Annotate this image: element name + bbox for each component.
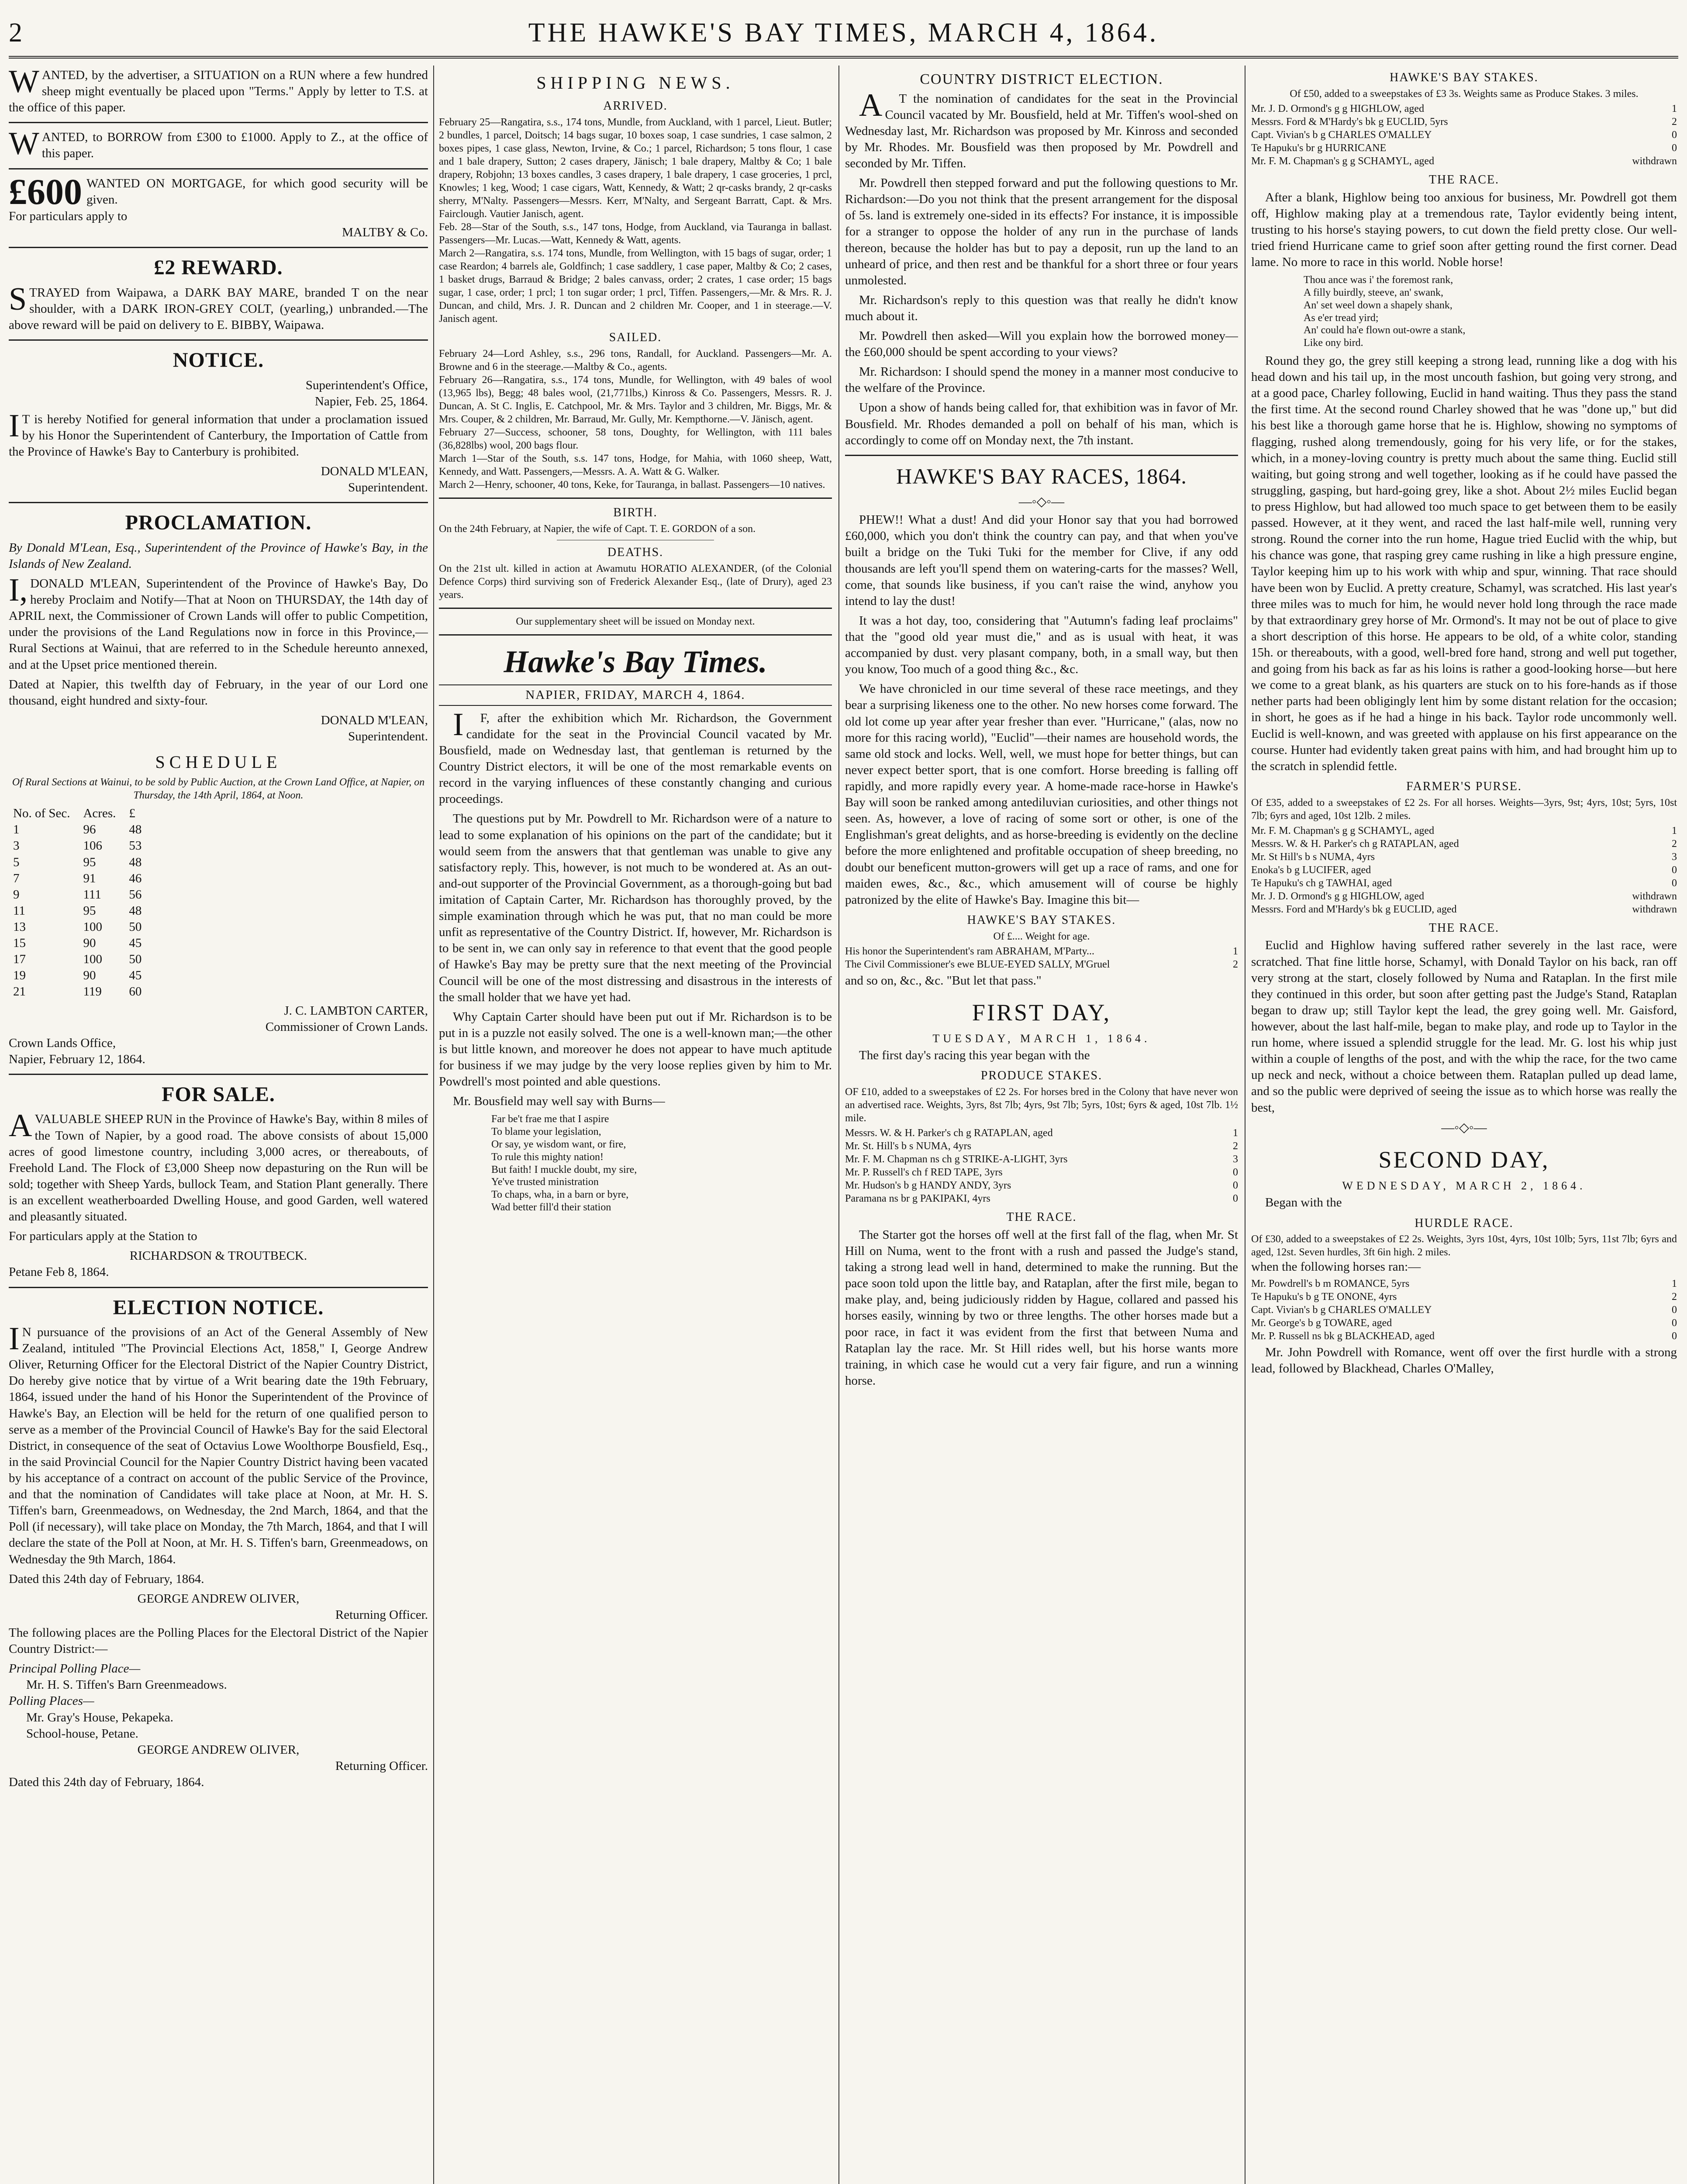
entry-place: 2 [1233,958,1238,970]
schedule-cell: 1 [13,822,20,837]
entry-name: Te Hapuku's ch g TAWHAI, aged [1251,877,1392,889]
editorial-verse [491,1113,832,1213]
entry-row [1251,115,1677,128]
entry-name: Mr. F. M. Chapman's g g SCHAMYL, aged [1251,155,1435,167]
races-paragraph: It was a hot day, too, considering that "Autumn's fading leaf proclaims" that the "good old year must die," and as is usual with heat, it was accompanied by dust. very plasant company, both, in a small way, but then you know, Too much of a good thing &c., &c. [845,613,1238,677]
race-label: THE RACE. [1006,1210,1077,1224]
election-paragraph: Mr. Powdrell then asked—Will you explain how the borrowed money—the £60,000 should be spent according to your views? [845,329,1238,359]
stakes-entries [845,945,1238,971]
entry-place: 3 [1233,1154,1238,1165]
schedule-signature-title: Commissioner of Crown Lands. [265,1019,428,1034]
schedule-cell: 15 [13,936,26,950]
divider [439,634,832,636]
verse-line: But faith! I muckle doubt, my sire, [491,1164,637,1175]
schedule-header: £ [129,806,135,821]
reward-heading: £2 REWARD. [154,256,283,280]
verse-line: An' could ha'e flown out-owre a stank, [1304,325,1466,336]
schedule-cell: 111 [83,887,101,902]
entry-name: Mr. St Hill's b s NUMA, 4yrs [1251,851,1375,863]
entry-row [1251,824,1677,837]
proclamation-by: By Donald M'Lean, Esq., Superintendent of the Province of Hawke's Bay, in the Islands of New Zealand. [9,540,428,571]
column-divider [838,66,839,2184]
produce-entries [845,1127,1238,1205]
hurdle-race-subtitle: Of £30, added to a sweepstakes of £2 2s. Weights, 3yrs 10st, 4yrs, 10st 10lb; 5yrs, 11st 7lb; 6yrs and aged, 12st. Seven hurdles, 3ft 6in high. 2 miles. [1251,1234,1677,1258]
column-race-results [1251,66,1677,2184]
schedule-cell: 21 [13,985,26,999]
election-paragraph: AT the nomination of candidates for the seat in the Provincial Council vacated by Mr. Bousfield, held at Mr. Tiffen's wool-shed on Wednesday last, Mr. Richardson was proposed by Mr. Kinross and seconded by Mr. Rhodes. Mr. Bousfield was then proposed by Mr. Powdrell and seconded by Mr. Tiffen. [845,87,1238,170]
entry-place: 0 [1672,129,1677,141]
schedule-cell: 48 [129,855,142,869]
entry-place: 0 [1672,1317,1677,1329]
mortgage-amount: £600 [9,171,82,212]
farmers-entries [1251,824,1677,916]
hurdle-intro: when the following horses ran:— [1251,1260,1421,1274]
proclamation-signature-title: Superintendent. [348,729,428,743]
schedule-row [13,919,155,935]
flourish-icon: —◦◇◦— [1441,1120,1487,1135]
second-day-date: WEDNESDAY, MARCH 2, 1864. [1342,1179,1586,1192]
hurdle-race-heading: HURDLE RACE. [1414,1216,1514,1230]
masthead-rule [9,56,1678,59]
editorial-paragraph: Mr. Bousfield may well say with Burns— [453,1094,665,1109]
proclamation-dated: Dated at Napier, this twelfth day of February, in the year of our Lord one thousand, eight hundred and sixty-four. [9,677,428,708]
for-sale-firm: RICHARDSON & TROUTBECK. [129,1249,307,1263]
schedule-office: Crown Lands Office, [9,1036,116,1050]
ad-mortgage [9,171,428,241]
schedule-header-row [13,805,155,822]
shipping-heading: SHIPPING NEWS. [536,73,735,93]
mortgage-text: WANTED ON MORTGAGE, for which good security will be given. [86,176,428,207]
proclamation-text: I,DONALD M'LEAN, Superintendent of the Province of Hawke's Bay, Do hereby Proclaim and Notify—That at Noon on THURSDAY, the 14th day of APRIL next, the Commissioner of Crown Lands will offer to public Competition, under the provisions of the Land Regulations now in force in this Province,—Rural Sections at Wainui, that are referred to in the Schedule hereunto annexed, and at the Upset price mentioned therein. [9,572,428,672]
race-verse [1304,274,1677,349]
race-report: After a blank, Highlow being too anxious for business, Mr. Powdrell got them off, Highlow making play at a tremendous rate, Taylor evidently being intent, trusting to his horse's staying powers, to cut down the field pretty close. Our well-tried friend Hurricane came to grief soon after getting round the first corner. Dead lame. No more to race in this world. Noble horse! [1251,190,1677,270]
schedule-cell: 95 [83,855,96,869]
flourish-icon: —◦◇◦— [1018,494,1065,509]
entry-place: 1 [1233,1127,1238,1139]
death-notice: On the 21st ult. killed in action at Awamutu HORATIO ALEXANDER, (of the Colonial Defence Corps) third surviving son of Frederick Alexander Esq., (late of Drury), aged 23 years. [439,563,832,601]
country-election-heading: COUNTRY DISTRICT ELECTION. [920,71,1163,87]
entry-name: Mr. P. Russell ns bk g BLACKHEAD, aged [1251,1330,1435,1342]
divider [9,122,428,123]
entry-row [845,1140,1238,1153]
entry-name: His honor the Superintendent's ram ABRAHAM, M'Party... [845,945,1095,957]
farmers-purse-subtitle: Of £35, added to a sweepstakes of £2 2s. For all horses. Weights—3yrs, 9st; 4yrs, 10st; 5yrs, 10st 7lb; 6yrs and aged, 10st 12lb. 2 miles. [1251,797,1677,822]
schedule-cell: 7 [13,871,20,885]
entry-place: 0 [1672,1304,1677,1316]
for-sale-heading: FOR SALE. [162,1083,275,1106]
election-notice-dated: Dated this 24th day of February, 1864. [9,1572,204,1586]
entry-name: Te Hapuku's br g HURRICANE [1251,142,1387,154]
schedule-cell: 46 [129,871,142,885]
entry-row [1251,877,1677,890]
schedule-table [13,805,155,1000]
mortgage-firm: MALTBY & Co. [342,225,428,240]
schedule-cell: 19 [13,968,26,983]
second-day-heading: SECOND DAY, [1378,1147,1550,1173]
schedule-signature: J. C. LAMBTON CARTER, [284,1003,428,1018]
schedule-cell: 48 [129,822,142,837]
entry-name: Messrs. Ford & M'Hardy's bk g EUCLID, 5yrs [1251,116,1448,128]
deaths-label: DEATHS. [607,545,664,559]
entry-place: withdrawn [1632,155,1677,167]
produce-stakes-subtitle: OF £10, added to a sweepstakes of £2 2s. For horses bred in the Colony that have never won an advertised race. Weights, 3yrs, 8st 7lb; 4yrs, 9st 7lb; 5yrs, 10st; 6yrs & aged, 10st 7lb. 1½ mile. [845,1086,1238,1124]
election-paragraph: Upon a show of hands being called for, that exhibition was in favor of Mr. Bousfield. Mr. Rhodes demanded a poll on behalf of his man, which is accordingly to come off on Monday next, the 7th instant. [845,401,1238,447]
reward-text: STRAYED from Waipawa, a DARK BAY MARE, branded T on the near shoulder, with a DARK IRON-GREY COLT, (yearling,) unbranded.—The above reward will be paid on delivery to E. BIBBY, Waipawa. [9,281,428,332]
verse-line: As e'er tread yird; [1304,312,1379,324]
entry-name: The Civil Commissioner's ewe BLUE-EYED SALLY, M'Gruel [845,958,1110,970]
entry-row [1251,1290,1677,1303]
entry-row [1251,1317,1677,1330]
polling-text: The following places are the Polling Places for the Electoral District of the Napier Country District:— [9,1625,428,1656]
verse-line: Wad better fill'd their station [491,1201,611,1213]
election-paragraph: Mr. Powdrell then stepped forward and put the following questions to Mr. Richardson:—Do you not think that the present arrangement for the disposal of 5s. land is extremely one-sided in its effects? For instance, it is impossible for a stranger to oppose the holder of any run in the purchase of lands thereon, because the holder has but to pay a deposit, run up the land to an unheard of price, and then rest and be thankful for a short three or four years unmolested. [845,176,1238,287]
polling-principal-place: Mr. H. S. Tiffen's Barn Greenmeadows. [26,1678,227,1692]
schedule-row [13,935,155,951]
entry-place: 2 [1672,116,1677,128]
column-advertisements [9,66,428,2184]
verse-line: To blame your legislation, [491,1126,601,1138]
schedule-row [13,871,155,887]
notice-place: Napier, Feb. 25, 1864. [315,394,428,408]
race-report: Mr. John Powdrell with Romance, went off over the first hurdle with a strong lead, followed by Blackhead, Charles O'Malley, [1251,1345,1677,1375]
schedule-heading: SCHEDULE [155,752,282,772]
divider [9,247,428,248]
stakes-subtitle: Of £.... Weight for age. [993,930,1090,942]
entry-place: 0 [1672,1330,1677,1342]
divider [439,498,832,499]
stakes-heading: HAWKE'S BAY STAKES. [967,913,1116,927]
entry-row [1251,155,1677,168]
entry-row [845,945,1238,958]
entry-name: Capt. Vivian's b g CHARLES O'MALLEY [1251,1304,1432,1316]
polling-signature: GEORGE ANDREW OLIVER, [137,1742,300,1757]
entry-name: Te Hapuku's b g TE ONONE, 4yrs [1251,1291,1397,1303]
divider [9,1287,428,1288]
schedule-cell: 106 [83,839,102,853]
polling-signature-title: Returning Officer. [335,1759,428,1773]
arrived-label: ARRIVED. [603,99,668,113]
verse-line: Like ony bird. [1304,337,1363,349]
entry-place: 0 [1672,877,1677,889]
entry-name: Mr. F. M. Chapman ns ch g STRIKE-A-LIGHT, 3yrs [845,1154,1068,1165]
column-election-races [845,66,1238,2184]
polling-dated: Dated this 24th day of February, 1864. [9,1775,204,1789]
stakes-close: and so on, &c., &c. "But let that pass." [845,973,1042,988]
entry-row [1251,1277,1677,1290]
for-sale-date: Petane Feb 8, 1864. [9,1265,109,1279]
schedule-cell: 50 [129,920,142,934]
entry-name: Capt. Vivian's b g CHARLES O'MALLEY [1251,129,1432,141]
polling-place: Mr. Gray's House, Pekapeka. [26,1710,174,1724]
mortgage-apply: For particulars apply to [9,209,128,224]
entry-row [845,1166,1238,1179]
schedule-cell: 45 [129,968,142,983]
entry-name: Mr. P. Russell's ch f RED TAPE, 3yrs [845,1167,1003,1178]
supplement-notice: Our supplementary sheet will be issued on Monday next. [516,615,755,627]
polling-principal: Principal Polling Place— [9,1662,141,1676]
produce-stakes-heading: PRODUCE STAKES. [980,1069,1103,1083]
entry-row [845,1153,1238,1166]
election-signature-title: Returning Officer. [335,1607,428,1622]
proclamation-signature: DONALD M'LEAN, [321,713,428,727]
schedule-cell: 96 [83,822,96,837]
entry-name: Messrs. W. & H. Parker's ch g RATAPLAN, aged [1251,838,1459,850]
election-paragraph: Mr. Richardson's reply to this question was that really he didn't know much about it. [845,293,1238,323]
divider [9,168,428,169]
verse-line: Far be't frae me that I aspire [491,1113,609,1125]
page-number: 2 [9,18,25,48]
entry-name: Mr. J. D. Ormond's g g HIGHLOW, aged [1251,103,1425,114]
notice-signature: DONALD M'LEAN, [321,464,428,479]
entry-name: Messrs. Ford and M'Hardy's bk g EUCLID, aged [1251,903,1457,915]
schedule-row [13,854,155,871]
verse-line: To chaps, wha, in a barn or byre, [491,1189,629,1201]
schedule-cell: 90 [83,936,96,950]
entry-name: Mr. George's b g TOWARE, aged [1251,1317,1392,1329]
entry-place: 0 [1672,864,1677,876]
entry-place: 2 [1672,1291,1677,1303]
entry-name: Messrs. W. & H. Parker's ch g RATAPLAN, aged [845,1127,1053,1139]
entry-row [845,1192,1238,1205]
ad-wanted-borrow: WANTED, to BORROW from £300 to £1000. Apply to Z., at the office of this paper. [9,126,428,162]
schedule-cell: 90 [83,968,96,983]
divider [9,502,428,503]
paper-title: Hawke's Bay Times. [504,644,767,679]
entry-place: 3 [1672,851,1677,863]
schedule-row [13,887,155,903]
entry-row [1251,1330,1677,1343]
sailed-label: SAILED. [609,331,662,345]
entry-place: 1 [1672,1278,1677,1289]
entry-name: Mr. Hudson's b g HANDY ANDY, 3yrs [845,1180,1011,1192]
schedule-cell: 45 [129,936,142,950]
race-report: Round they go, the grey still keeping a strong lead, running like a dog with his head down and his tail up, in the most uncouth fashion, but going very strong, and at a good pace, Charley following, Euclid in hand waiting. Thus they pass the stand the first time. At the second round Charley showed that he was "done up," but did his best like a thorough game horse that he is. Highlow, showing no symptoms of flagging, rushed along tremendously, going for his very life, or for the stakes, which, in a money-loving country is pretty much about the same thing. Euclid still waiting, but going strong and well together, looking as if he could have passed the struggling, gasping, but hard-going grey, like a shot. About 2½ miles Euclid began to press Highlow, but had allowed too much space to get between them to be easily passed. However, at it they went, and raced the last half-mile well, running very strong. Round the corner into the run home, Hague tried Euclid with the whip, but his chance was gone, that rasping grey came rushing in like a high pressure engine, Taylor keeping him up to his work with whip and spur, winning. That race should have been won by Euclid. A pretty creature, Schamyl, was scratched. His last year's three miles was to much for him, he would never hold long through the race made by that extraordinary grey horse of Mr. Ormond's. It may not be out of place to give a short description of this horse. He appears to be old, of a white color, standing 15h. or thereabouts, with a good, well-bred fore hand, strong and well put together, and going from his back as far as his loins is rather a good-looking horse—but here we come to a great blank, as his quarters are stuck on to his fore-hands as if those nether parts had been obligingly lent him by some distant relation for the occasion; in short, he goes as if he had a hinge in his back. Taylor rode uncommonly well. Euclid is well-known, and was greeted with applause on his first appearance on the course. Hunter had evidently taken great pains with him, and had brought him up to the scratch in splendid fettle. [1251,353,1677,773]
schedule-cell: 50 [129,952,142,967]
ad-wanted-situation: WANTED, by the advertiser, a SITUATION on a RUN where a few hundred sheep might eventually be placed upon "Terms." Apply by letter to T.S. at the office of this paper. [9,66,428,115]
entry-name: Mr. Powdrell's b m ROMANCE, 5yrs [1251,1278,1410,1289]
schedule-header: Acres. [83,806,116,821]
entry-name: Enoka's b g LUCIFER, aged [1251,864,1371,876]
entry-place: 1 [1672,825,1677,836]
column-shipping-editorial [439,66,832,2184]
birth-label: BIRTH. [613,505,658,519]
stakes-heading: HAWKE'S BAY STAKES. [1390,71,1539,84]
schedule-cell: 13 [13,920,26,934]
verse-line: Thou ance was i' the foremost rank, [1304,274,1453,286]
entry-name: Mr. F. M. Chapman's g g SCHAMYL, aged [1251,825,1435,836]
arrived-list: February 25—Rangatira, s.s., 174 tons, Mundle, from Auckland, with 1 parcel, Lieut. Butler; 2 bundles, 1 parcel, Doitsch; 14 bags sugar, 10 boxes soap, 1 case sundries, 1 case salmon, 2 boxes pipes, 1 case glass, Newton, Irvine, & Co.; 1 parcel, Richardson; 5 tons flour, 1 case and 1 bale drapery, Sutton; 2 cases drapery, Jänisch; 1 bale drapery, Maltby & Co; 1 bale drapery, Robjohn; 13 boxes candles, 3 cases drapery, 1 bale drapery, 1 case groceries, 1 prcl, Knowles; 1 keg, Wood; 1 case cigars, Watt, Kennedy, & Watt; 2 qr-casks brandy, 2 qr-casks sherry, M'Nalty. Passengers—Messrs. Kerr, M'Nalty, and Sergeant Barratt, Capt. & Mrs. Fairclough. Vautier Janisch, agent. Feb. 28—Star of the South, s.s., 147 tons, Hodge, from Auckland, via Tauranga in ballast. Passengers—Mr. Lucas.—Watt, Kennedy & Watt, agents. March 2—Rangatira, s.s. 174 tons, Mundle, from Wellington, with 15 bags of sugar, order; 1 case Reardon; 4 barrels ale, Goldfinch; 1 case saddlery, 1 case paper, Maltby & Co; 2 cases, 1 basket drugs, Barraud & Bridge; 2 bales canvass, order; 2 crates, 1 case order; 15 bags sugar, 1 case, order; 1 prcl; 1 ton sugar order; 1 prcl, Tiffen. Passengers,—Mr. & Mrs. R. J. Duncan, and child, Mrs. J. R. Duncan and 2 children Mr. Cooper, and 1 in steerage.—V. Janisch agent. [439,117,832,325]
page-title: THE HAWKE'S BAY TIMES, MARCH 4, 1864. [528,18,1159,48]
column-divider [433,66,434,2184]
first-day-date: TUESDAY, MARCH 1, 1864. [932,1032,1151,1045]
race-report: The Starter got the horses off well at the first fall of the flag, when Mr. St Hill on Numa, went to the front with a rush and passed the Judge's stand, taking a strong lead well in hand, determined to make the running. But the pace soon told upon the little bay, and Rataplan, after the first mile, began to make play, and, being judiciously ridden by Hague, collared and passed his horses easily, winning by two or three lengths. The other horses made but a poor race, in fact it was evident from the first that between Numa and Rataplan lay the race. Mr. St Hill rides well, but his horse wants more training, in which case he would cut a very fair figure, and run a winning horse. [845,1227,1238,1388]
entry-row [1251,864,1677,877]
schedule-cell: 100 [83,920,102,934]
second-day-intro: Began with the [1265,1196,1342,1210]
birth-notice: On the 24th February, at Napier, the wife of Capt. T. E. GORDON of a son. [439,523,756,535]
divider [845,455,1238,456]
race-label: THE RACE. [1428,921,1500,935]
hurdle-entries [1251,1277,1677,1343]
stakes-subtitle: Of £50, added to a sweepstakes of £3 3s. Weights same as Produce Stakes. 3 miles. [1290,88,1639,100]
editorial-paragraph: Why Captain Carter should have been put out if Mr. Richardson is to be put in is a puzzle not easily solved. The one is a well-known man;—the other is but little known, and moreover he does not appear to have much aptitude for business if we may judge by the very loose replies given by him to Mr. Powdrell's most pointed and able questions. [439,1009,832,1089]
for-sale-text: AVALUABLE SHEEP RUN in the Province of Hawke's Bay, within 8 miles of the Town of Napier, by a good road. The above consists of about 15,000 acres of good limestone country, including 3,000 acres, or thereabouts, of Freehold Land. The Flock of £3,000 Sheep now depasturing on the Run will be sold; together with Sheep Yards, bullock Team, and Station Plant generally. There is an excellent weatherboarded Dwelling House, and good Garden, well watered and pleasantly situated. [9,1108,428,1224]
schedule-cell: 9 [13,887,20,902]
schedule-row [13,838,155,854]
election-paragraph: Mr. Richardson: I should spend the money in a manner most conducive to the welfare of the Province. [845,365,1238,395]
divider [9,339,428,341]
entry-name: Mr. St. Hill's b s NUMA, 4yrs [845,1140,972,1152]
entry-place: 1 [1233,945,1238,957]
race-label: THE RACE. [1428,173,1500,187]
dateline: NAPIER, FRIDAY, MARCH 4, 1864. [439,684,832,706]
races-heading: HAWKE'S BAY RACES, 1864. [896,463,1187,488]
entry-place: 0 [1233,1180,1238,1192]
masthead [0,13,1687,61]
entry-place: 0 [1233,1193,1238,1205]
entry-row [1251,903,1677,916]
notice-office: Superintendent's Office, [305,378,428,392]
editorial-paragraph: The questions put by Mr. Powdrell to Mr. Richardson were of a nature to lead to some explanation of his opinions on the part of the candidate; but it would seem from the answers that that gentleman was unable to give any satisfactory reply. This, however, is not much to be wondered at. As an out-and-out supporter of the Provincial Government, as a thorough-going but bad imitation of Captain Carter, Mr. Richardson has thoroughly proved, by the simple examination through which he was put, that no man could be more unfit as representative of the Country District. If, however, Mr. Richardson is to be sent in, we can only say in reference to that event that the good people of Hawke's Bay may be pretty sure that the next meeting of the Provincial Council will be one of the most distressing and disastrous in the interests of the small holder that we have yet had. [439,812,832,1004]
schedule-cell: 53 [129,839,142,853]
entry-place: 0 [1672,142,1677,154]
schedule-row [13,984,155,1000]
entry-name: Mr. J. D. Ormond's g g HIGHLOW, aged [1251,890,1425,902]
entry-place: 1 [1672,103,1677,114]
verse-line: Or say, ye wisdom want, or fire, [491,1138,626,1150]
entry-place: 0 [1233,1167,1238,1178]
schedule-date: Napier, February 12, 1864. [9,1052,145,1066]
schedule-cell: 48 [129,903,142,918]
election-notice-text: IN pursuance of the provisions of an Act of the General Assembly of New Zealand, intituled "The Provincial Elections Act, 1858," I, George Andrew Oliver, Returning Officer for the Electoral District of the Napier Country District, Do hereby give notice that by virtue of a Writ bearing date the 19th February, 1864, issued under the hand of his Honor the Superintendent of the Province of Hawke's Bay, an Election will be held for the return of one qualified person to serve as a member of the Provincial Council of Hawke's Bay for the said Electoral District, in consequence of the seat of Octavius Lowe Woolthorpe Bousfield, Esq., in the said Provincial Council for the Napier Country District having been vacated by his acceptance of a contract on account of the public Service of the Province, and that the nomination of Candidates will take place at Noon, at Mr. H. S. Tiffen's barn, Greenmeadows, on Wednesday, the 2nd March, 1864, and that the Poll (if necessary), will take place on Monday, the 7th March, 1864, and that I will declare the state of the Poll at Noon, at Mr. H. S. Tiffen's barn, Greenmeadows, on Wednesday the 9th March, 1864. [9,1320,428,1566]
schedule-subtitle: Of Rural Sections at Wainui, to be sold by Public Auction, at the Crown Land Office, at Napier, on Thursday, the 14th April, 1864, at Noon. [12,777,425,802]
election-notice-heading: ELECTION NOTICE. [113,1296,324,1319]
races-paragraph: PHEW!! What a dust! And did your Honor say that you had borrowed £60,000, which you don't think the country can pay, and that when you've built a bridge on the Tuki Tuki for the member for Clive, if any odd thousands are left you'll spend them on watering-carts for the masses? Well, come, that sounds like business, if you can't raise the wind, anyhow you intend to lay the dust! [845,513,1238,608]
race-report: Euclid and Highlow having suffered rather severely in the last race, were scratched. That fine little horse, Schamyl, with Donald Taylor on his back, ran off very strong at the start, closely followed by Numa and Rataplan. In the first mile they continued in this order, but soon after getting past the Judge's Stand, Rataplan began to draw up; still Taylor kept the lead, the grey going well. Mr. Gaisford, however, about the last half-mile, began to make play, and rode up to Taylor in the run home, where issued a splendid struggle for the lead. Mr. G. lost his whip just within a couple of lengths of the post, and with the whip the race, for the two came up neck and neck, without a choice between them. Rataplan pulled up dead lame, and so the public were deprived of seeing the issue as to which horse was really the best, [1251,938,1677,1115]
election-signature: GEORGE ANDREW OLIVER, [137,1591,300,1606]
entry-row [1251,890,1677,903]
schedule-cell: 5 [13,855,20,869]
sailed-list: February 24—Lord Ashley, s.s., 296 tons, Randall, for Auckland. Passengers—Mr. A. Browne and 6 in the steerage.—Maltby & Co., agents. February 26—Rangatira, s.s., 174 tons, Mundle, for Wellington, with 49 bales of wool (13,965 lbs), Begg; 48 bales wool, (21,771lbs,) Kinross & Co. Passengers, Messrs. R. J. Duncan, A. St C. Inglis, E. Catchpool, Mr. & Mrs. Taylor and 3 children, Mr. Biggs, Mr. & Mrs. Couper, & 2 children, Mr. Barraud, Mr. Gully, Mr. Kempthorne.—V. Jänisch, agent. February 27—Success, schooner, 58 tons, Doughty, for Wellington, with 111 bales (36,828lbs) wool, 200 bags flour. March 1—Star of the South, s.s. 147 tons, Hodge, for Mahia, with 1060 sheep, Watt, Kennedy, and Watt. Passengers,—Messrs. A. A. Watt & G. Walker. March 2—Henry, schooner, 40 tons, Keke, for Tauranga, in ballast. Passengers—10 natives. [439,348,832,491]
schedule-cell: 17 [13,952,26,967]
polling-places: Polling Places— [9,1694,94,1708]
races-paragraph: We have chronicled in our time several of these race meetings, and they bear a surprising likeness one to the other. No new horses come forward. The old lot come up year after year fresher than ever. "Hurricane," (alas, now no more for this racing world), "Euclid"—their names are household words, the same old stock and locks. Well, well, we must hope for better things, but can never expect better sport, that is one comfort. Horse breeding is falling off rapidly, and more rapidly every year. A home-made race-horse in Hawke's Bay will soon be ranked among antediluvian curiosities, and other things not seen. As, however, a love of racing of some sort or other, is one of the Englishman's great delights, and as horse-breeding is evidently on the decline before the more enlightened and profitable occupation of sheep breeding, no doubt our beneficent mutton-growers will get up a race of rams, and one for maiden ewes, &c., &c., which amusement will of course be highly patronized by the elite of Hawke's Bay. Imagine this bit— [845,682,1238,907]
for-sale-apply: For particulars apply at the Station to [9,1229,197,1244]
verse-line: To rule this mighty nation! [491,1151,604,1163]
notice-heading: NOTICE. [172,349,264,372]
entry-row [845,1127,1238,1140]
schedule-row [13,968,155,984]
verse-line: Ye've trusted ministration [491,1176,599,1188]
schedule-rows [13,822,155,1000]
entry-name: Paramana ns br g PAKIPAKI, 4yrs [845,1193,990,1205]
verse-line: A filly buirdly, steeve, an' swank, [1304,287,1444,298]
entry-place: 2 [1672,838,1677,850]
entry-row [1251,850,1677,864]
editorial-paragraph: IF, after the exhibition which Mr. Richardson, the Government candidate for the seat in the Provincial Council vacated by Mr. Bousfield, made on Wednesday last, that gentleman is returned by the Country District electors, it will be one of the most remarkable events on record in the varying influences of these constantly changing and curious proceedings. [439,706,832,806]
notice-signature-title: Superintendent. [348,480,428,495]
entry-row [1251,142,1677,155]
entry-row [845,1179,1238,1192]
polling-place: School-house, Petane. [26,1726,138,1741]
schedule-header: No. of Sec. [13,806,70,821]
schedule-cell: 60 [129,985,142,999]
entry-row [1251,1303,1677,1317]
first-day-heading: FIRST DAY, [972,999,1111,1026]
schedule-row [13,903,155,919]
entry-row [1251,837,1677,850]
notice-text: IT is hereby Notified for general information that under a proclamation issued by his Honor the Superintendent of Canterbury, the Importation of Cattle from the Province of Hawke's Bay to Canterbury is prohibited. [9,408,428,459]
schedule-cell: 11 [13,903,25,918]
proclamation-heading: PROCLAMATION. [125,511,312,535]
entry-row [1251,128,1677,142]
entry-place: withdrawn [1632,890,1677,902]
verse-line: An' set weel down a shapely shank, [1304,299,1452,311]
schedule-cell: 56 [129,887,142,902]
schedule-cell: 119 [83,985,102,999]
schedule-cell: 3 [13,839,20,853]
first-day-intro: The first day's racing this year began with the [859,1048,1090,1063]
entry-place: withdrawn [1632,903,1677,915]
schedule-row [13,822,155,838]
entry-row [845,958,1238,971]
entry-row [1251,102,1677,115]
farmers-purse-heading: FARMER'S PURSE. [1406,779,1522,793]
divider [439,608,832,609]
divider [9,1074,428,1075]
schedule-cell: 91 [83,871,96,885]
entry-place: 2 [1233,1140,1238,1152]
schedule-cell: 100 [83,952,102,967]
schedule-cell: 95 [83,903,96,918]
schedule-row [13,951,155,968]
stakes-entries [1251,102,1677,168]
